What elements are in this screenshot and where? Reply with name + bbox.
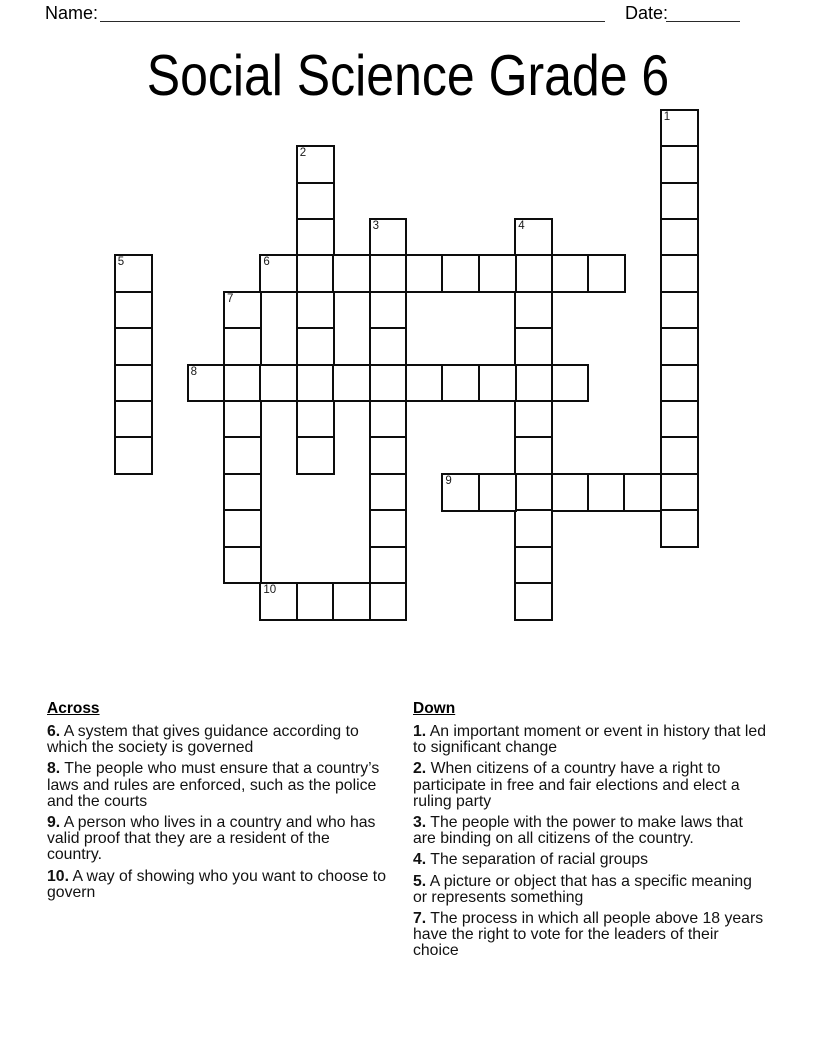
grid-cell[interactable]	[478, 254, 517, 293]
grid-cell[interactable]	[514, 291, 553, 330]
clue-number: 4.	[413, 851, 427, 869]
grid-cell[interactable]	[551, 254, 590, 293]
grid-cell[interactable]	[660, 218, 699, 257]
clue: 10. A way of showing who you want to choose to govern	[47, 867, 386, 901]
grid-cell[interactable]	[551, 473, 590, 512]
cell-number: 6	[263, 256, 270, 269]
grid-cell[interactable]	[660, 109, 699, 148]
cell-number: 7	[227, 292, 234, 305]
grid-cell[interactable]	[187, 364, 226, 403]
grid-cell[interactable]	[223, 546, 262, 585]
cell-number: 10	[263, 584, 277, 596]
grid-cell[interactable]	[296, 145, 335, 184]
grid-cell[interactable]	[660, 473, 699, 512]
grid-cell[interactable]	[296, 436, 335, 475]
grid-cell[interactable]	[660, 145, 699, 184]
grid-cell[interactable]	[259, 582, 298, 621]
grid-cell[interactable]	[478, 473, 517, 512]
grid-cell[interactable]	[296, 582, 335, 621]
grid-cell[interactable]	[223, 400, 262, 439]
grid-cell[interactable]	[223, 327, 262, 366]
grid-cell[interactable]	[369, 327, 408, 366]
grid-cell[interactable]	[296, 254, 335, 293]
grid-cell[interactable]	[114, 327, 153, 366]
clue: 5. A picture or object that has a specific meaning or represents something	[413, 872, 752, 906]
clue-number: 8.	[47, 760, 61, 778]
grid-cell[interactable]	[114, 364, 153, 403]
grid-cell[interactable]	[660, 436, 699, 475]
cell-number: 9	[445, 474, 452, 487]
grid-cell[interactable]	[514, 218, 553, 257]
grid-cell[interactable]	[259, 254, 298, 293]
grid-cell[interactable]	[296, 218, 335, 257]
grid-cell[interactable]	[660, 291, 699, 330]
grid-cell[interactable]	[114, 254, 153, 293]
grid-cell[interactable]	[369, 582, 408, 621]
grid-cell[interactable]	[296, 182, 335, 221]
clue: 6. A system that gives guidance according to which the society is governed	[47, 723, 359, 757]
grid-cell[interactable]	[369, 254, 408, 293]
grid-cell[interactable]	[660, 509, 699, 548]
clue-number: 1.	[413, 723, 427, 740]
clue-number: 5.	[413, 872, 427, 890]
page-title: Social Science Grade 6	[146, 43, 670, 108]
cell-number: 1	[663, 110, 671, 123]
cell-number: 5	[117, 256, 125, 269]
grid-cell[interactable]	[587, 473, 626, 512]
grid-cell[interactable]	[369, 364, 408, 403]
grid-cell[interactable]	[551, 364, 590, 403]
grid-cell[interactable]	[332, 254, 371, 293]
grid-cell[interactable]	[223, 473, 262, 512]
grid-cell[interactable]	[514, 473, 553, 512]
clue: 1. An important moment or event in history that led to significant change	[413, 723, 766, 757]
grid-cell[interactable]	[660, 254, 699, 293]
clue: 9. A person who lives in a country and who has valid proof that they are a resident of the country.	[47, 814, 376, 864]
across-clues-section	[47, 700, 388, 906]
grid-cell[interactable]	[223, 509, 262, 548]
grid-cell[interactable]	[369, 400, 408, 439]
clue-number: 3.	[413, 814, 427, 832]
clue: 2. When citizens of a country have a right to participate in free and fair elections and elect a ruling party	[413, 760, 740, 810]
cell-number: 4	[518, 220, 525, 232]
grid-cell[interactable]	[259, 364, 298, 403]
grid-cell[interactable]	[514, 436, 553, 475]
grid-cell[interactable]	[623, 473, 662, 512]
grid-cell[interactable]	[296, 400, 335, 439]
grid-cell[interactable]	[223, 291, 262, 330]
grid-cell[interactable]	[369, 436, 408, 475]
grid-cell[interactable]	[587, 254, 626, 293]
across-heading: Across	[47, 700, 100, 717]
grid-cell[interactable]	[660, 182, 699, 221]
grid-cell[interactable]	[514, 254, 553, 293]
down-clues-section	[413, 700, 767, 965]
grid-cell[interactable]	[405, 254, 444, 293]
grid-cell[interactable]	[369, 546, 408, 585]
grid-cell[interactable]	[441, 254, 480, 293]
grid-cell[interactable]	[441, 473, 480, 512]
grid-cell[interactable]	[114, 400, 153, 439]
grid-cell[interactable]	[441, 364, 480, 403]
grid-cell[interactable]	[114, 436, 153, 475]
clue: 4. The separation of racial groups	[413, 851, 649, 869]
grid-cell[interactable]	[223, 436, 262, 475]
grid-cell[interactable]	[296, 327, 335, 366]
clue: 8. The people who must ensure that a country’s laws and rules are enforced, such as the police and the courts	[47, 760, 380, 810]
grid-cell[interactable]	[296, 291, 335, 330]
name-label: Name:	[45, 3, 99, 23]
grid-cell[interactable]	[514, 364, 553, 403]
grid-cell[interactable]	[369, 509, 408, 548]
cell-number: 8	[190, 365, 197, 378]
across-clue-list	[47, 724, 388, 901]
grid-cell[interactable]	[514, 327, 553, 366]
clue-number: 2.	[413, 760, 427, 778]
clue-number: 7.	[413, 910, 427, 928]
cell-number: 2	[299, 147, 307, 160]
grid-cell[interactable]	[332, 582, 371, 621]
down-heading: Down	[413, 700, 456, 717]
grid-cell[interactable]	[478, 364, 517, 403]
clue: 3. The people with the power to make laws that are binding on all citizens of the country.	[413, 814, 743, 848]
grid-cell[interactable]	[514, 400, 553, 439]
grid-cell[interactable]	[405, 364, 444, 403]
grid-cell[interactable]	[223, 364, 262, 403]
cell-number: 3	[372, 220, 379, 232]
grid-cell[interactable]	[660, 327, 699, 366]
grid-cell[interactable]	[369, 291, 408, 330]
grid-cell[interactable]	[514, 582, 553, 621]
grid-cell[interactable]	[660, 400, 699, 439]
clue: 7. The process in which all people above 18 years have the right to vote for the leaders of their choice	[413, 910, 764, 960]
grid-cell[interactable]	[296, 364, 335, 403]
clue-number: 9.	[47, 814, 61, 832]
grid-cell[interactable]	[332, 364, 371, 403]
grid-cell[interactable]	[660, 364, 699, 403]
down-clue-list	[413, 724, 767, 960]
clue-number: 10.	[47, 867, 69, 885]
grid-cell[interactable]	[114, 291, 153, 330]
grid-cell[interactable]	[514, 509, 553, 548]
date-label: Date:	[625, 3, 669, 23]
grid-cell[interactable]	[514, 546, 553, 585]
grid-cell[interactable]	[369, 218, 408, 257]
clue-number: 6.	[47, 723, 61, 740]
grid-cell[interactable]	[369, 473, 408, 512]
